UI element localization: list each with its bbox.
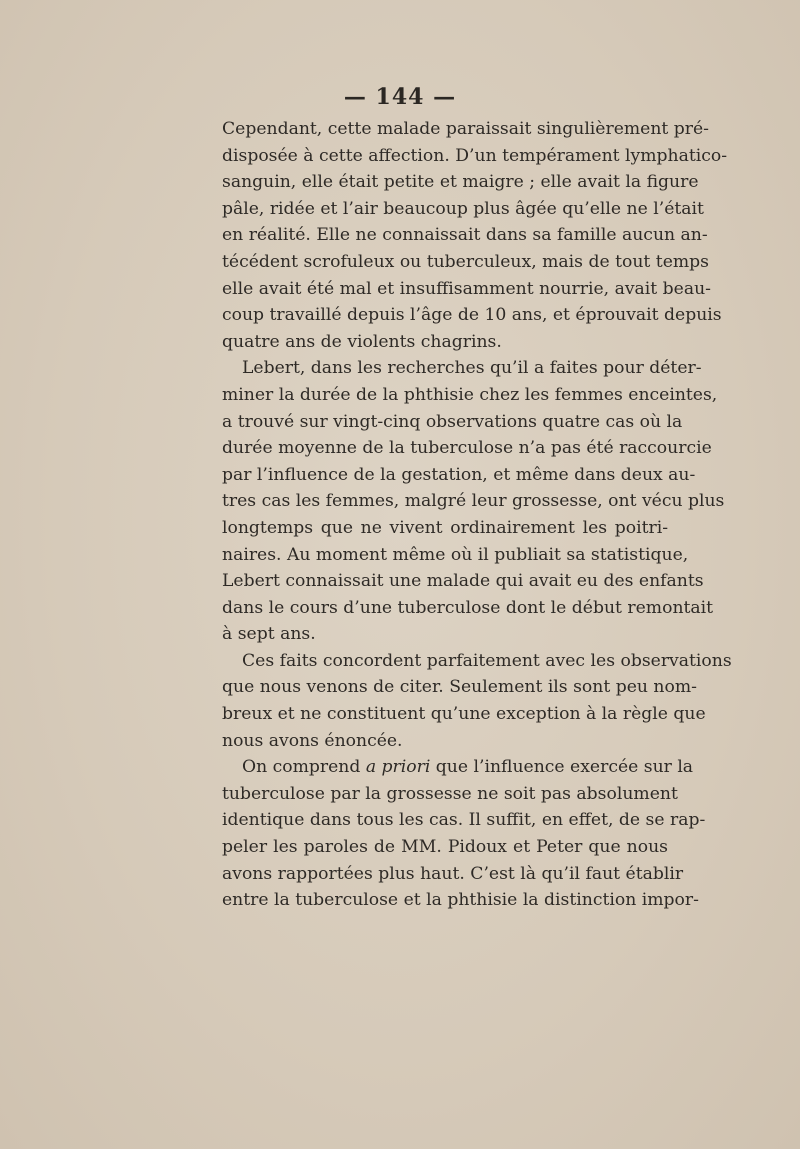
paragraph [222, 116, 728, 355]
paragraph [222, 754, 706, 914]
text-line: sanguin, elle était petite et maigre ; elle avait la figure [222, 172, 699, 193]
text-line: à sept ans. [222, 624, 316, 645]
text-line: breux et ne constituent qu’une exception à la règle que [222, 704, 706, 725]
text-line: durée moyenne de la tuberculose n’a pas été raccourcie [222, 438, 712, 459]
text-line: avons rapportées plus haut. C’est là qu’il faut établir [222, 863, 684, 884]
paragraph [222, 648, 732, 754]
text-line: entre la tuberculose et la phthisie la distinction impor- [222, 890, 699, 911]
text-line: Ces faits concordent parfaitement avec les observations [242, 650, 732, 671]
text-line: disposée à cette affection. D’un tempérament lymphatico- [222, 145, 728, 166]
text-line: Lebert, dans les recherches qu’il a faites pour déter- [242, 358, 702, 379]
text-line: peler les paroles de MM. Pidoux et Peter que nous [222, 837, 668, 858]
text-line: que nous venons de citer. Seulement ils sont peu nom- [222, 677, 697, 698]
page-number: — 144 — [343, 84, 457, 110]
italic-phrase: a priori [365, 757, 431, 778]
text-line: naires. Au moment même où il publiait sa statistique, [222, 544, 689, 565]
text-line: tuberculose par la grossesse ne soit pas absolument [222, 783, 678, 804]
paragraph [222, 355, 725, 648]
text-line: nous avons énoncée. [222, 730, 403, 751]
text-line: técédent scrofuleux ou tuberculeux, mais de tout temps [222, 251, 709, 272]
text-line: dans le cours d’une tuberculose dont le début remontait [222, 597, 714, 618]
text-line: a trouvé sur vingt-cinq observations quatre cas où la [222, 411, 683, 432]
body-text [222, 116, 732, 914]
text-line: coup travaillé depuis l’âge de 10 ans, et éprouvait depuis [222, 305, 722, 326]
text-line: miner la durée de la phthisie chez les femmes enceintes, [222, 384, 718, 405]
text-line: par l’influence de la gestation, et même dans deux au- [222, 464, 696, 485]
text-line: identique dans tous les cas. Il suffit, en effet, de se rap- [222, 810, 706, 831]
text-line: tres cas les femmes, malgré leur grossesse, ont vécu plus [222, 491, 725, 512]
text-line: quatre ans de violents chagrins. [222, 331, 502, 352]
text-line: en réalité. Elle ne connaissait dans sa famille aucun an- [222, 225, 708, 246]
text-run: On comprend [242, 757, 366, 778]
text-line [222, 754, 694, 781]
text-line: Cependant, cette malade paraissait singulièrement pré- [222, 119, 709, 139]
text-line: Lebert connaissait une malade qui avait eu des enfants [222, 571, 704, 592]
text-line: longtemps que ne vivent ordinairement les poitri- [222, 517, 668, 538]
text-run: que l’influence exercée sur la [430, 757, 694, 778]
text-line: pâle, ridée et l’air beaucoup plus âgée qu’elle ne l’était [222, 198, 704, 219]
text-line: elle avait été mal et insuffisamment nourrie, avait beau- [222, 278, 711, 299]
